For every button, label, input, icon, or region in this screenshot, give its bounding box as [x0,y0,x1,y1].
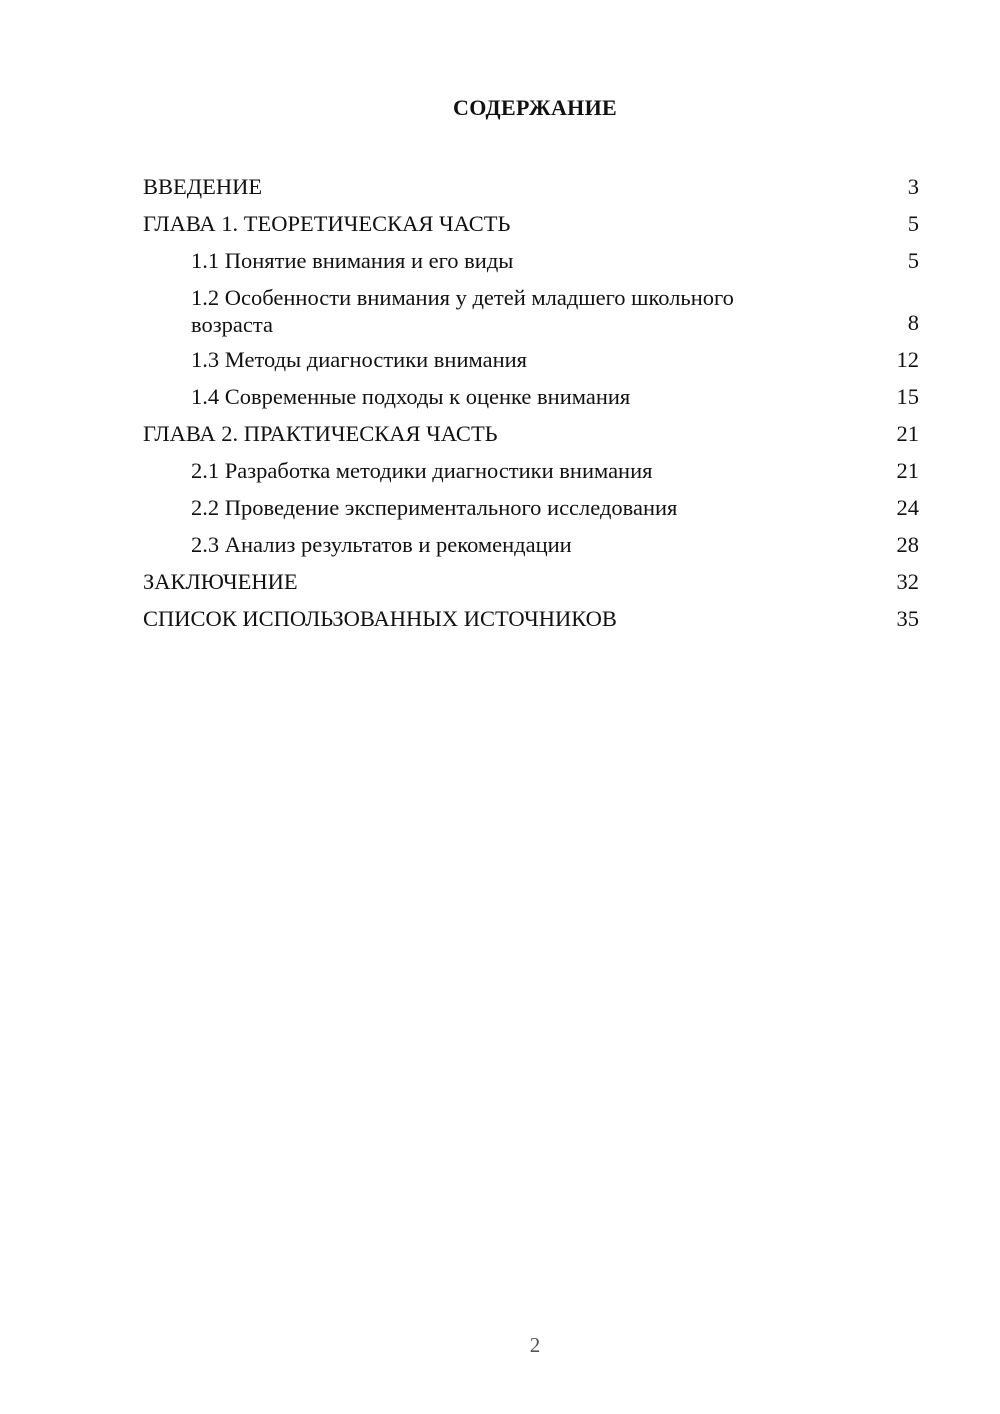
toc-entry-label: ЗАКЛЮЧЕНИЕ [143,569,298,594]
toc-entry-chapter-2 [143,415,919,452]
toc-entry-page: 5 [907,248,919,273]
toc-entry-page: 8 [907,310,919,335]
toc-entry-section-1-2 [143,279,919,341]
toc-entry-label: 2.2 Проведение экспериментального исследования [191,495,678,520]
toc-entry-page: 28 [896,532,919,557]
toc-entry-page: 12 [896,347,919,372]
table-of-contents [143,168,919,637]
toc-entry-page: 24 [896,495,919,520]
toc-entry-page: 15 [896,384,919,409]
toc-entry-label: 2.1 Разработка методики диагностики внимания [191,458,653,483]
toc-entry-label: 1.1 Понятие внимания и его виды [191,248,514,273]
toc-entry-section-1-1 [143,242,919,279]
toc-entry-label: ВВЕДЕНИЕ [143,174,263,199]
toc-entry-label: 2.3 Анализ результатов и рекомендации [191,532,572,557]
toc-entry-conclusion [143,563,919,600]
toc-entry-label: 1.4 Современные подходы к оценке внимания [191,384,631,409]
toc-entry-page: 21 [896,458,919,483]
toc-entry-section-1-4 [143,378,919,415]
toc-entry-label: ГЛАВА 1. ТЕОРЕТИЧЕСКАЯ ЧАСТЬ [143,211,511,236]
toc-entry-page: 21 [896,421,919,446]
toc-entry-references [143,600,919,637]
toc-entry-page: 5 [907,211,919,236]
toc-entry-page: 35 [896,606,919,631]
toc-entry-section-2-2 [143,489,919,526]
page-number: 2 [529,1333,541,1357]
toc-entry-page: 3 [907,174,919,199]
toc-entry-section-2-3 [143,526,919,563]
toc-entry-label: ГЛАВА 2. ПРАКТИЧЕСКАЯ ЧАСТЬ [143,421,498,446]
toc-entry-label: 1.2 Особенности внимания у детей младшего школьного возраста [191,285,734,337]
toc-entry-chapter-1 [143,205,919,242]
toc-title: СОДЕРЖАНИЕ [453,95,617,120]
toc-entry-page: 32 [896,569,919,594]
toc-entry-section-1-3 [143,341,919,378]
toc-entry-label: 1.3 Методы диагностики внимания [191,347,527,372]
toc-entry-introduction [143,168,919,205]
toc-entry-section-2-1 [143,452,919,489]
toc-entry-label: СПИСОК ИСПОЛЬЗОВАННЫХ ИСТОЧНИКОВ [143,606,617,631]
